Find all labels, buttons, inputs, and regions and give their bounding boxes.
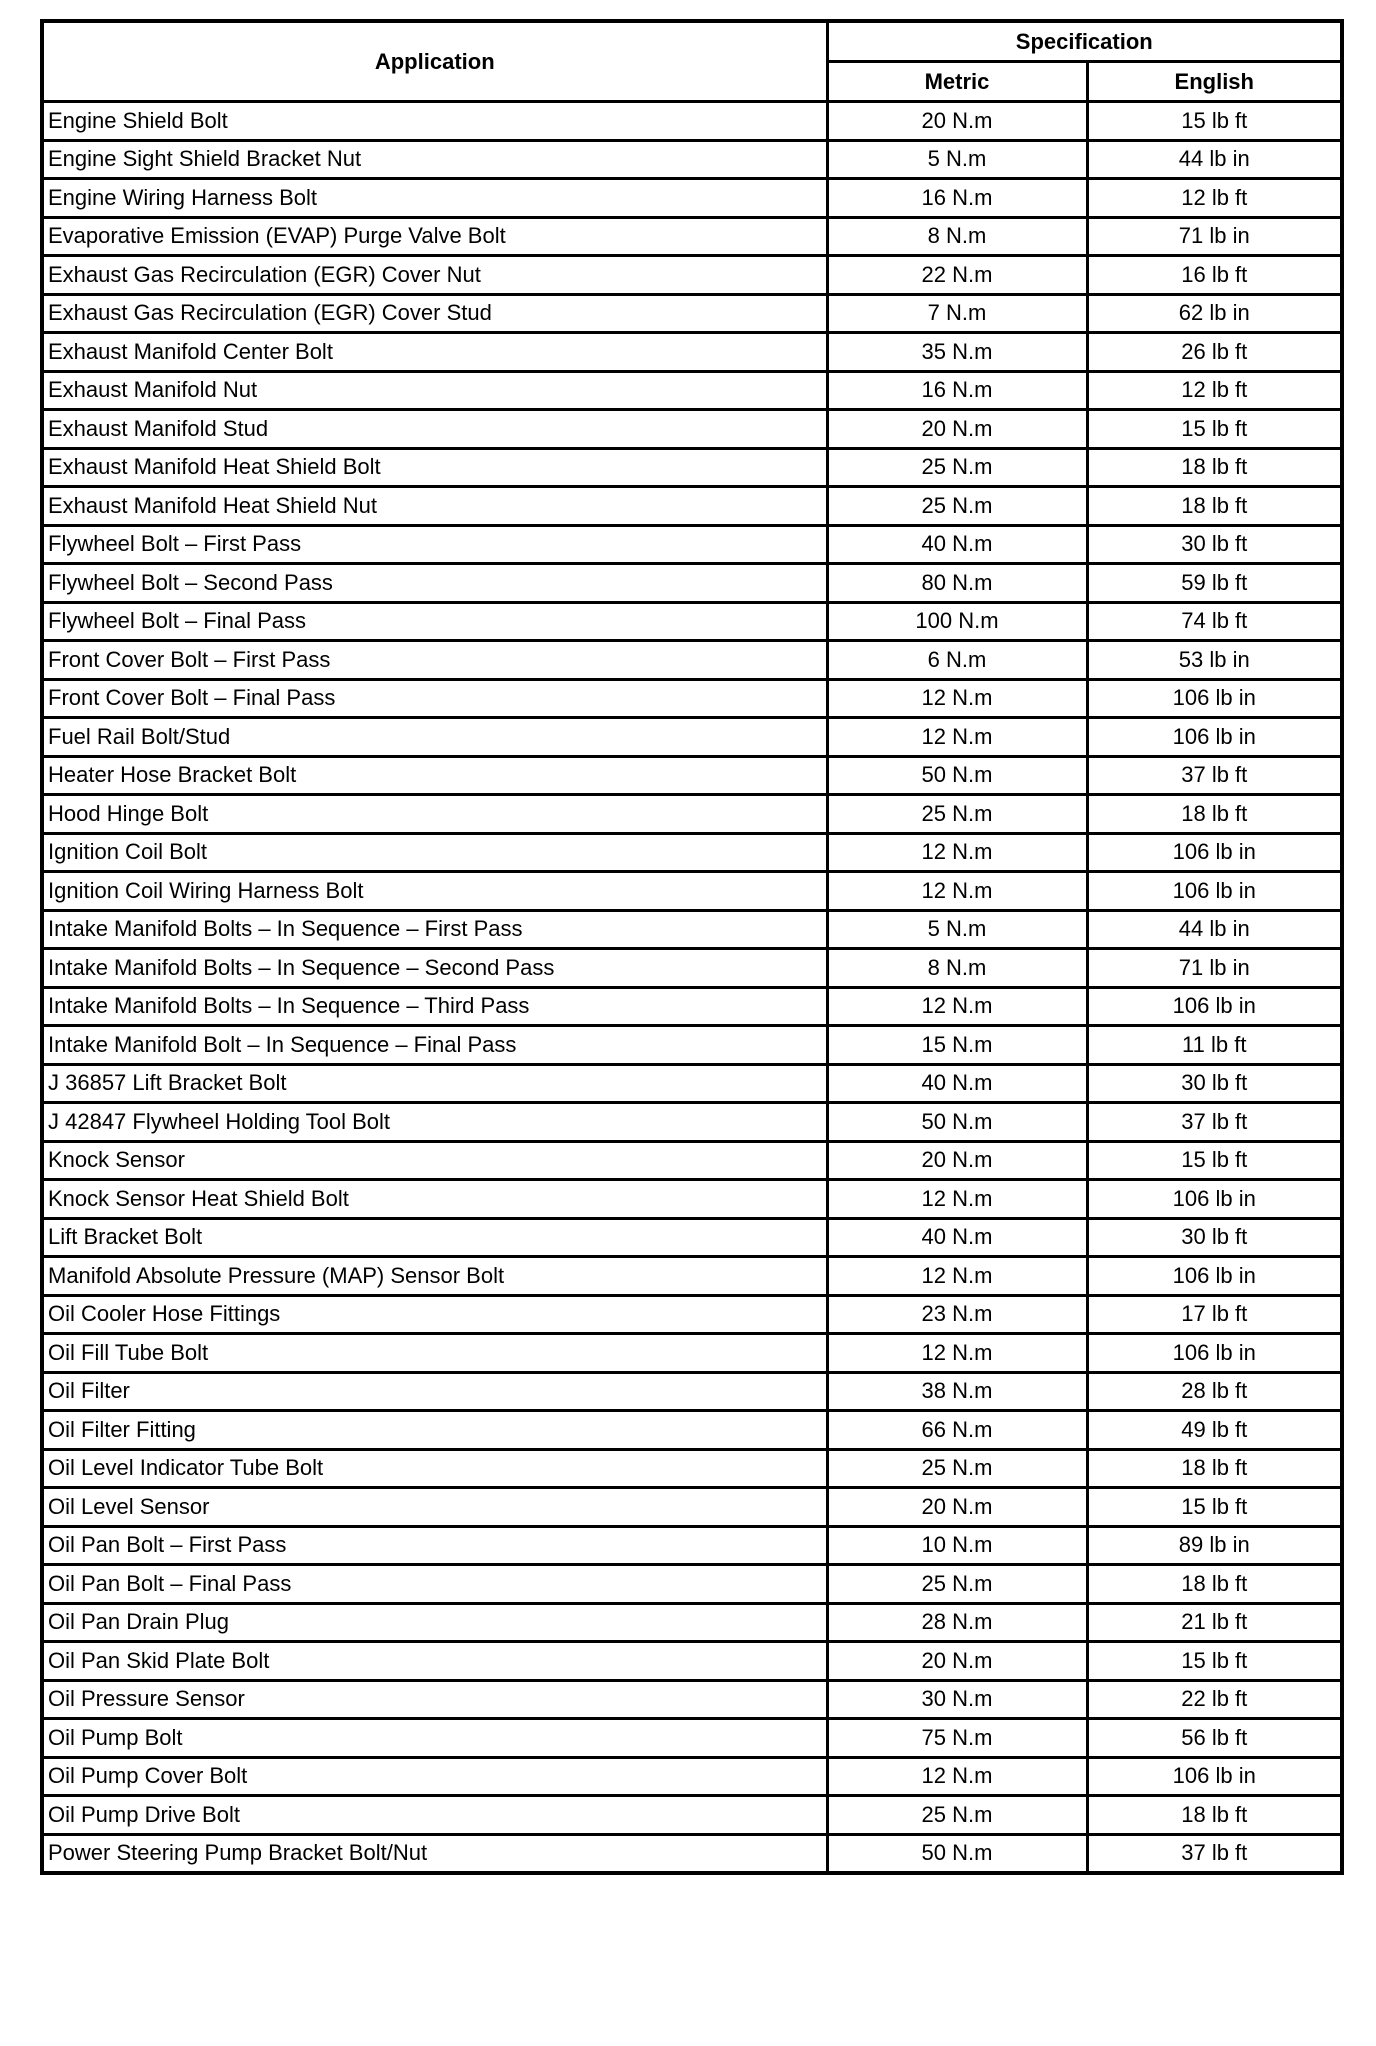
- table-row: [42, 256, 1342, 295]
- metric-cell: 12 N.m: [827, 1334, 1087, 1373]
- english-cell: 106 lb in: [1087, 1180, 1342, 1219]
- metric-cell: 25 N.m: [827, 1449, 1087, 1488]
- application-cell: Oil Filter: [42, 1372, 827, 1411]
- english-cell: 15 lb ft: [1087, 102, 1342, 141]
- metric-cell: 12 N.m: [827, 1257, 1087, 1296]
- application-cell: Exhaust Gas Recirculation (EGR) Cover Stud: [42, 294, 827, 333]
- table-row: [42, 1064, 1342, 1103]
- application-cell: Manifold Absolute Pressure (MAP) Sensor Bolt: [42, 1257, 827, 1296]
- table-row: [42, 1565, 1342, 1604]
- application-cell: Oil Level Sensor: [42, 1488, 827, 1527]
- english-cell: 106 lb in: [1087, 1257, 1342, 1296]
- table-row: [42, 1180, 1342, 1219]
- table-row: [42, 102, 1342, 141]
- metric-cell: 40 N.m: [827, 1218, 1087, 1257]
- table-row: [42, 371, 1342, 410]
- table-row: [42, 1257, 1342, 1296]
- english-cell: 53 lb in: [1087, 641, 1342, 680]
- header-application: Application: [42, 21, 827, 102]
- english-cell: 106 lb in: [1087, 718, 1342, 757]
- application-cell: Exhaust Manifold Center Bolt: [42, 333, 827, 372]
- metric-cell: 12 N.m: [827, 987, 1087, 1026]
- metric-cell: 35 N.m: [827, 333, 1087, 372]
- english-cell: 89 lb in: [1087, 1526, 1342, 1565]
- table-row: [42, 1796, 1342, 1835]
- metric-cell: 10 N.m: [827, 1526, 1087, 1565]
- english-cell: 106 lb in: [1087, 1757, 1342, 1796]
- application-cell: Exhaust Manifold Heat Shield Bolt: [42, 448, 827, 487]
- table-row: [42, 987, 1342, 1026]
- metric-cell: 50 N.m: [827, 756, 1087, 795]
- application-cell: Oil Pan Bolt – First Pass: [42, 1526, 827, 1565]
- english-cell: 21 lb ft: [1087, 1603, 1342, 1642]
- table-row: [42, 140, 1342, 179]
- metric-cell: 28 N.m: [827, 1603, 1087, 1642]
- application-cell: Oil Level Indicator Tube Bolt: [42, 1449, 827, 1488]
- metric-cell: 5 N.m: [827, 140, 1087, 179]
- table-row: [42, 602, 1342, 641]
- table-row: [42, 949, 1342, 988]
- metric-cell: 25 N.m: [827, 1565, 1087, 1604]
- metric-cell: 12 N.m: [827, 679, 1087, 718]
- english-cell: 30 lb ft: [1087, 1064, 1342, 1103]
- english-cell: 106 lb in: [1087, 987, 1342, 1026]
- table-row: [42, 1295, 1342, 1334]
- table-row: [42, 1372, 1342, 1411]
- application-cell: Intake Manifold Bolt – In Sequence – Final Pass: [42, 1026, 827, 1065]
- english-cell: 30 lb ft: [1087, 525, 1342, 564]
- application-cell: Front Cover Bolt – Final Pass: [42, 679, 827, 718]
- header-metric: Metric: [827, 62, 1087, 102]
- application-cell: Oil Pan Skid Plate Bolt: [42, 1642, 827, 1681]
- application-cell: Exhaust Manifold Stud: [42, 410, 827, 449]
- application-cell: Flywheel Bolt – First Pass: [42, 525, 827, 564]
- table-row: [42, 910, 1342, 949]
- english-cell: 17 lb ft: [1087, 1295, 1342, 1334]
- metric-cell: 12 N.m: [827, 872, 1087, 911]
- english-cell: 11 lb ft: [1087, 1026, 1342, 1065]
- table-row: [42, 1603, 1342, 1642]
- table-row: [42, 718, 1342, 757]
- metric-cell: 50 N.m: [827, 1103, 1087, 1142]
- metric-cell: 12 N.m: [827, 1180, 1087, 1219]
- metric-cell: 16 N.m: [827, 179, 1087, 218]
- english-cell: 18 lb ft: [1087, 1449, 1342, 1488]
- english-cell: 49 lb ft: [1087, 1411, 1342, 1450]
- english-cell: 37 lb ft: [1087, 1103, 1342, 1142]
- application-cell: Intake Manifold Bolts – In Sequence – First Pass: [42, 910, 827, 949]
- application-cell: Exhaust Manifold Heat Shield Nut: [42, 487, 827, 526]
- application-cell: Oil Cooler Hose Fittings: [42, 1295, 827, 1334]
- english-cell: 74 lb ft: [1087, 602, 1342, 641]
- table-row: [42, 756, 1342, 795]
- metric-cell: 6 N.m: [827, 641, 1087, 680]
- metric-cell: 66 N.m: [827, 1411, 1087, 1450]
- application-cell: Oil Pressure Sensor: [42, 1680, 827, 1719]
- english-cell: 56 lb ft: [1087, 1719, 1342, 1758]
- metric-cell: 8 N.m: [827, 949, 1087, 988]
- table-row: [42, 1488, 1342, 1527]
- table-row: [42, 1334, 1342, 1373]
- english-cell: 71 lb in: [1087, 217, 1342, 256]
- application-cell: Hood Hinge Bolt: [42, 795, 827, 834]
- metric-cell: 40 N.m: [827, 525, 1087, 564]
- table-row: [42, 679, 1342, 718]
- english-cell: 106 lb in: [1087, 833, 1342, 872]
- english-cell: 18 lb ft: [1087, 795, 1342, 834]
- application-cell: J 36857 Lift Bracket Bolt: [42, 1064, 827, 1103]
- english-cell: 37 lb ft: [1087, 756, 1342, 795]
- table-body: [42, 102, 1342, 1874]
- metric-cell: 38 N.m: [827, 1372, 1087, 1411]
- metric-cell: 7 N.m: [827, 294, 1087, 333]
- metric-cell: 12 N.m: [827, 833, 1087, 872]
- table-row: [42, 1449, 1342, 1488]
- english-cell: 59 lb ft: [1087, 564, 1342, 603]
- metric-cell: 100 N.m: [827, 602, 1087, 641]
- application-cell: Power Steering Pump Bracket Bolt/Nut: [42, 1834, 827, 1873]
- application-cell: Knock Sensor: [42, 1141, 827, 1180]
- table-row: [42, 1642, 1342, 1681]
- table-row: [42, 1411, 1342, 1450]
- table-row: [42, 641, 1342, 680]
- metric-cell: 25 N.m: [827, 487, 1087, 526]
- application-cell: Oil Pan Drain Plug: [42, 1603, 827, 1642]
- english-cell: 12 lb ft: [1087, 179, 1342, 218]
- table-row: [42, 179, 1342, 218]
- english-cell: 15 lb ft: [1087, 410, 1342, 449]
- metric-cell: 40 N.m: [827, 1064, 1087, 1103]
- metric-cell: 15 N.m: [827, 1026, 1087, 1065]
- application-cell: Exhaust Manifold Nut: [42, 371, 827, 410]
- english-cell: 22 lb ft: [1087, 1680, 1342, 1719]
- application-cell: Fuel Rail Bolt/Stud: [42, 718, 827, 757]
- english-cell: 18 lb ft: [1087, 487, 1342, 526]
- table-row: [42, 872, 1342, 911]
- application-cell: Flywheel Bolt – Final Pass: [42, 602, 827, 641]
- application-cell: Oil Fill Tube Bolt: [42, 1334, 827, 1373]
- table-row: [42, 448, 1342, 487]
- english-cell: 44 lb in: [1087, 910, 1342, 949]
- english-cell: 71 lb in: [1087, 949, 1342, 988]
- table-row: [42, 1757, 1342, 1796]
- metric-cell: 20 N.m: [827, 1488, 1087, 1527]
- english-cell: 106 lb in: [1087, 872, 1342, 911]
- english-cell: 26 lb ft: [1087, 333, 1342, 372]
- metric-cell: 12 N.m: [827, 1757, 1087, 1796]
- application-cell: Engine Wiring Harness Bolt: [42, 179, 827, 218]
- english-cell: 15 lb ft: [1087, 1488, 1342, 1527]
- english-cell: 106 lb in: [1087, 679, 1342, 718]
- application-cell: Knock Sensor Heat Shield Bolt: [42, 1180, 827, 1219]
- metric-cell: 25 N.m: [827, 448, 1087, 487]
- table-row: [42, 1526, 1342, 1565]
- english-cell: 18 lb ft: [1087, 448, 1342, 487]
- application-cell: Exhaust Gas Recirculation (EGR) Cover Nut: [42, 256, 827, 295]
- english-cell: 37 lb ft: [1087, 1834, 1342, 1873]
- table-row: [42, 333, 1342, 372]
- metric-cell: 75 N.m: [827, 1719, 1087, 1758]
- table-row: [42, 410, 1342, 449]
- torque-specification-table: [40, 19, 1344, 1875]
- application-cell: Intake Manifold Bolts – In Sequence – Second Pass: [42, 949, 827, 988]
- table-row: [42, 217, 1342, 256]
- application-cell: Oil Pump Cover Bolt: [42, 1757, 827, 1796]
- metric-cell: 12 N.m: [827, 718, 1087, 757]
- english-cell: 28 lb ft: [1087, 1372, 1342, 1411]
- metric-cell: 16 N.m: [827, 371, 1087, 410]
- english-cell: 12 lb ft: [1087, 371, 1342, 410]
- metric-cell: 20 N.m: [827, 1141, 1087, 1180]
- metric-cell: 25 N.m: [827, 795, 1087, 834]
- english-cell: 18 lb ft: [1087, 1565, 1342, 1604]
- table-row: [42, 1141, 1342, 1180]
- table-row: [42, 1026, 1342, 1065]
- application-cell: Lift Bracket Bolt: [42, 1218, 827, 1257]
- metric-cell: 50 N.m: [827, 1834, 1087, 1873]
- application-cell: Oil Pan Bolt – Final Pass: [42, 1565, 827, 1604]
- metric-cell: 20 N.m: [827, 410, 1087, 449]
- application-cell: J 42847 Flywheel Holding Tool Bolt: [42, 1103, 827, 1142]
- table-row: [42, 294, 1342, 333]
- table-row: [42, 1218, 1342, 1257]
- table-row: [42, 487, 1342, 526]
- metric-cell: 25 N.m: [827, 1796, 1087, 1835]
- application-cell: Engine Sight Shield Bracket Nut: [42, 140, 827, 179]
- application-cell: Oil Pump Bolt: [42, 1719, 827, 1758]
- english-cell: 106 lb in: [1087, 1334, 1342, 1373]
- application-cell: Heater Hose Bracket Bolt: [42, 756, 827, 795]
- header-specification: Specification: [827, 21, 1342, 62]
- table-row: [42, 1834, 1342, 1873]
- application-cell: Oil Pump Drive Bolt: [42, 1796, 827, 1835]
- table-row: [42, 1103, 1342, 1142]
- english-cell: 62 lb in: [1087, 294, 1342, 333]
- english-cell: 30 lb ft: [1087, 1218, 1342, 1257]
- metric-cell: 23 N.m: [827, 1295, 1087, 1334]
- metric-cell: 8 N.m: [827, 217, 1087, 256]
- header-english: English: [1087, 62, 1342, 102]
- table-row: [42, 1719, 1342, 1758]
- application-cell: Engine Shield Bolt: [42, 102, 827, 141]
- application-cell: Evaporative Emission (EVAP) Purge Valve Bolt: [42, 217, 827, 256]
- application-cell: Intake Manifold Bolts – In Sequence – Third Pass: [42, 987, 827, 1026]
- metric-cell: 22 N.m: [827, 256, 1087, 295]
- application-cell: Flywheel Bolt – Second Pass: [42, 564, 827, 603]
- table-row: [42, 1680, 1342, 1719]
- metric-cell: 20 N.m: [827, 1642, 1087, 1681]
- metric-cell: 80 N.m: [827, 564, 1087, 603]
- english-cell: 18 lb ft: [1087, 1796, 1342, 1835]
- application-cell: Ignition Coil Bolt: [42, 833, 827, 872]
- english-cell: 44 lb in: [1087, 140, 1342, 179]
- metric-cell: 20 N.m: [827, 102, 1087, 141]
- table-row: [42, 795, 1342, 834]
- application-cell: Front Cover Bolt – First Pass: [42, 641, 827, 680]
- english-cell: 15 lb ft: [1087, 1141, 1342, 1180]
- table-row: [42, 564, 1342, 603]
- application-cell: Ignition Coil Wiring Harness Bolt: [42, 872, 827, 911]
- english-cell: 16 lb ft: [1087, 256, 1342, 295]
- metric-cell: 5 N.m: [827, 910, 1087, 949]
- application-cell: Oil Filter Fitting: [42, 1411, 827, 1450]
- table-row: [42, 833, 1342, 872]
- table-row: [42, 525, 1342, 564]
- english-cell: 15 lb ft: [1087, 1642, 1342, 1681]
- metric-cell: 30 N.m: [827, 1680, 1087, 1719]
